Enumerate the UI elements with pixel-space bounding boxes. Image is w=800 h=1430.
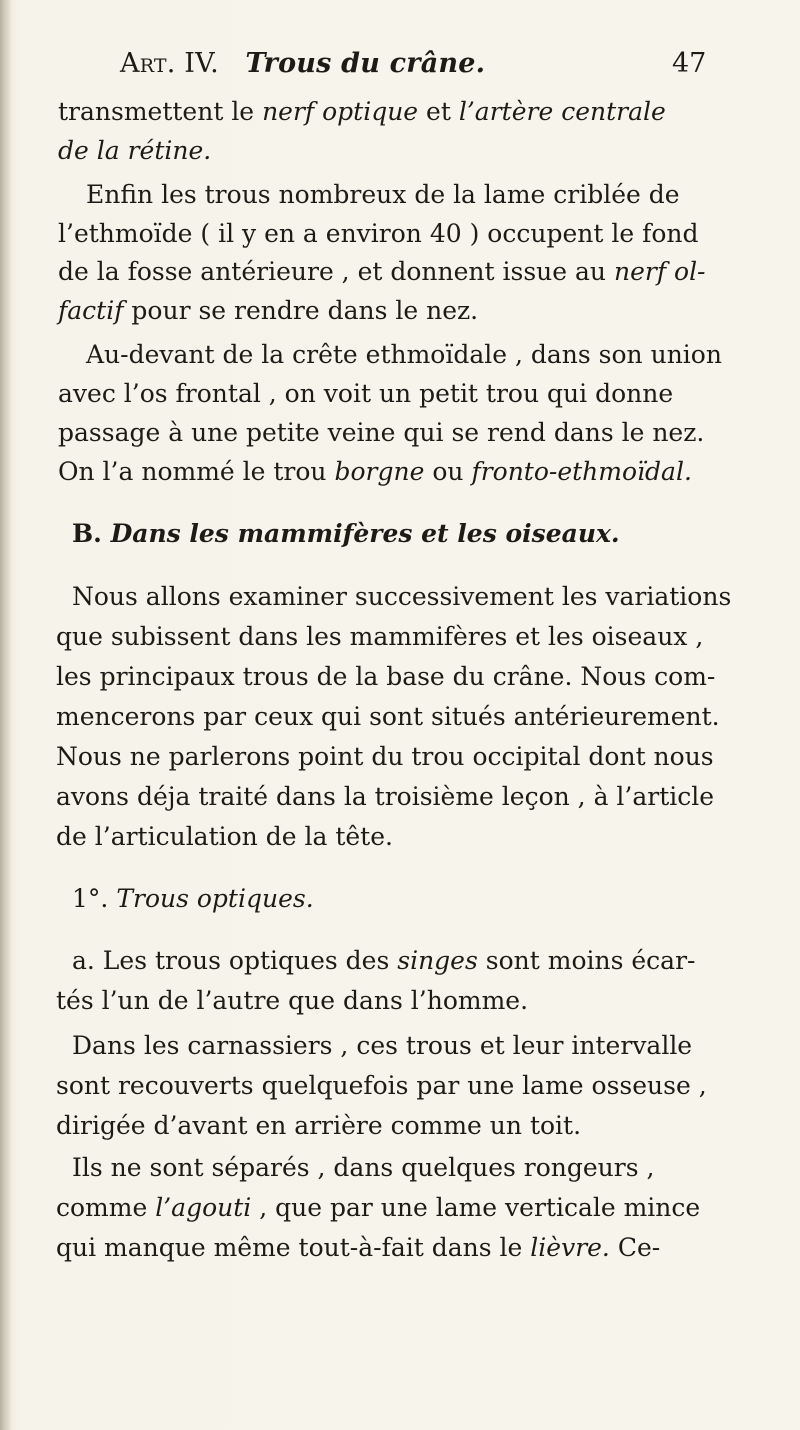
text-line: Nous ne parlerons point du trou occipital dont nous [56, 742, 714, 771]
section-heading-1 [72, 883, 314, 915]
text-line: que subissent dans les mammifères et les oiseaux , [56, 622, 704, 651]
italic-term: lièvre. [530, 1233, 610, 1262]
italic-term: borgne [334, 457, 425, 486]
text-span: sont moins écar- [477, 946, 696, 975]
text-span: , que par une lame verticale mince [251, 1193, 701, 1222]
italic-term: factif [58, 296, 124, 325]
text-line: dirigée d’avant en arrière comme un toit. [56, 1111, 582, 1140]
text-span: qui manque même tout-à-fait dans le [56, 1233, 531, 1262]
italic-term: singes [397, 946, 478, 975]
text-span: a. Les trous optiques des [72, 946, 398, 975]
text-span: de la fosse antérieure , et donnent issue au [58, 257, 614, 286]
text-line: Au-devant de la crête ethmoïdale , dans son union [86, 340, 722, 369]
text-span: Ce- [609, 1233, 661, 1262]
text-span: et [418, 97, 459, 126]
section-title: Trous optiques. [116, 884, 314, 913]
page-binding-shadow [0, 0, 12, 1430]
page-number: 47 [672, 48, 707, 79]
text-line: les principaux trous de la base du crâne. Nous com- [56, 662, 716, 691]
text-span: comme [56, 1193, 156, 1222]
text-line [72, 945, 695, 977]
italic-term: nerf ol- [613, 257, 706, 286]
text-line: Enfin les trous nombreux de la lame criblée de [86, 180, 680, 209]
running-header [120, 48, 720, 92]
section-label: 1°. [72, 884, 109, 913]
text-line [58, 256, 706, 288]
text-line: mencerons par ceux qui sont situés antérieurement. [56, 702, 720, 731]
italic-term: l’artère centrale [458, 97, 666, 126]
italic-term: nerf optique [262, 97, 419, 126]
text-span: ou [424, 457, 472, 486]
text-line [58, 295, 478, 327]
italic-term: l’agouti [155, 1193, 252, 1222]
text-line: tés l’un de l’autre que dans l’homme. [56, 986, 529, 1015]
text-line [58, 456, 692, 488]
header-article: Art. IV. [120, 48, 219, 79]
italic-term: fronto-ethmoïdal. [471, 457, 692, 486]
section-label: B. [72, 519, 102, 548]
text-line: passage à une petite veine qui se rend dans le nez. [58, 418, 705, 447]
text-line: sont recouverts quelquefois par une lame osseuse , [56, 1071, 707, 1100]
text-line: l’ethmoïde ( il y en a environ 40 ) occupent le fond [58, 219, 699, 248]
text-line: avec l’os frontal , on voit un petit trou qui donne [58, 379, 674, 408]
text-line: avons déja traité dans la troisième leçon , à l’article [56, 782, 715, 811]
text-line [58, 96, 666, 128]
header-title: Trous du crâne. [245, 48, 486, 79]
italic-term: de la rétine. [58, 136, 212, 165]
section-title: Dans les mammifères et les oiseaux. [110, 519, 620, 548]
text-line: de l’articulation de la tête. [56, 822, 393, 851]
text-line [58, 135, 211, 167]
text-span: On l’a nommé le trou [58, 457, 335, 486]
text-line: Nous allons examiner successivement les variations [72, 582, 732, 611]
text-line [56, 1232, 660, 1264]
text-line: Ils ne sont séparés , dans quelques rongeurs , [72, 1153, 655, 1182]
text-span: pour se rendre dans le nez. [123, 296, 479, 325]
text-line: Dans les carnassiers , ces trous et leur intervalle [72, 1031, 693, 1060]
section-heading-b [72, 518, 620, 550]
text-span: transmettent le [58, 97, 263, 126]
text-line [56, 1192, 700, 1224]
